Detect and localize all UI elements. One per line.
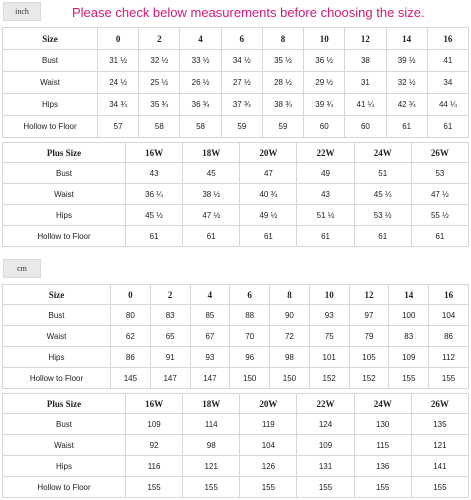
row-label: Hollow to Floor [3,477,126,498]
cell: 51 [354,163,411,184]
table-header-row [3,28,469,50]
table-row [3,414,469,435]
size-cell: 2 [150,285,190,305]
cell: 61 [411,226,468,247]
cell: 59 [262,116,303,138]
cell: 155 [389,368,429,389]
row-label: Bust [3,163,126,184]
size-cell: 12 [349,285,389,305]
cell: 45 ¼ [354,184,411,205]
cell: 53 [411,163,468,184]
cell: 34 ½ [221,50,262,72]
cell: 109 [126,414,183,435]
cell: 47 ½ [183,205,240,226]
inch-header [0,0,471,26]
cell: 28 ½ [262,72,303,94]
cell: 34 ¾ [98,94,139,116]
cell: 60 [345,116,386,138]
table-row [3,205,469,226]
cell: 31 ½ [98,50,139,72]
cell: 150 [230,368,270,389]
cell: 119 [240,414,297,435]
cell: 45 [183,163,240,184]
cell: 152 [309,368,349,389]
cell: 121 [183,456,240,477]
cell: 39 ¾ [304,94,345,116]
cell: 86 [429,326,469,347]
cell: 35 ¾ [139,94,180,116]
cell: 49 [297,163,354,184]
cell: 155 [183,477,240,498]
row-label: Waist [3,435,126,456]
row-label: Hips [3,456,126,477]
cell: 155 [429,368,469,389]
header-plus-size-label: Plus Size [3,394,126,414]
cell: 147 [190,368,230,389]
row-label: Waist [3,184,126,205]
cell: 35 ½ [262,50,303,72]
header-size-label: Size [3,285,111,305]
cell: 135 [411,414,468,435]
cell: 114 [183,414,240,435]
cell: 83 [150,305,190,326]
cell: 26 ½ [180,72,221,94]
cell: 112 [429,347,469,368]
cell: 104 [240,435,297,456]
cell: 75 [309,326,349,347]
cell: 155 [297,477,354,498]
cell: 61 [126,226,183,247]
cell: 38 [345,50,386,72]
row-label: Waist [3,72,98,94]
size-cell: 26W [411,394,468,414]
unit-tab-inch: inch [3,2,41,21]
cm-header [0,251,471,281]
cell: 58 [139,116,180,138]
size-cell: 20W [240,394,297,414]
table-row [3,184,469,205]
cell: 53 ½ [354,205,411,226]
row-label: Bust [3,50,98,72]
table-row [3,326,469,347]
cell: 96 [230,347,270,368]
cell: 85 [190,305,230,326]
cell: 51 ½ [297,205,354,226]
table-header-row [3,143,469,163]
table-row [3,94,469,116]
cell: 39 ½ [386,50,427,72]
cell: 43 [297,184,354,205]
table-header-row [3,285,469,305]
row-label: Hollow to Floor [3,368,111,389]
size-cell: 14 [386,28,427,50]
inch-plus-table [2,142,469,247]
cell: 145 [111,368,151,389]
size-cell: 6 [221,28,262,50]
size-cell: 12 [345,28,386,50]
size-cell: 2 [139,28,180,50]
cell: 155 [126,477,183,498]
cell: 98 [270,347,310,368]
inch-regular-table [2,27,469,138]
size-cell: 0 [111,285,151,305]
size-cell: 22W [297,143,354,163]
cell: 41 [427,50,468,72]
size-cell: 6 [230,285,270,305]
size-cell: 18W [183,143,240,163]
size-cell: 10 [309,285,349,305]
cell: 80 [111,305,151,326]
cm-section [2,284,469,498]
cell: 61 [183,226,240,247]
cell: 104 [429,305,469,326]
size-cell: 16 [427,28,468,50]
row-label: Hollow to Floor [3,226,126,247]
cell: 29 ½ [304,72,345,94]
cell: 33 ½ [180,50,221,72]
size-cell: 8 [262,28,303,50]
cell: 131 [297,456,354,477]
cell: 124 [297,414,354,435]
row-label: Hips [3,347,111,368]
cell: 58 [180,116,221,138]
cell: 47 [240,163,297,184]
header-plus-size-label: Plus Size [3,143,126,163]
cell: 130 [354,414,411,435]
cell: 62 [111,326,151,347]
cell: 100 [389,305,429,326]
size-cell: 24W [354,394,411,414]
row-label: Bust [3,414,126,435]
table-row [3,347,469,368]
size-cell: 16W [126,394,183,414]
cell: 136 [354,456,411,477]
cell: 61 [386,116,427,138]
row-label: Hollow to Floor [3,116,98,138]
cell: 141 [411,456,468,477]
row-label: Bust [3,305,111,326]
cell: 45 ½ [126,205,183,226]
table-row [3,116,469,138]
row-label: Waist [3,326,111,347]
size-cell: 10 [304,28,345,50]
cell: 60 [304,116,345,138]
cell: 47 ½ [411,184,468,205]
row-label: Hips [3,205,126,226]
cell: 86 [111,347,151,368]
table-row [3,226,469,247]
cell: 65 [150,326,190,347]
cell: 152 [349,368,389,389]
cell: 93 [309,305,349,326]
cell: 37 ¾ [221,94,262,116]
header-size-label: Size [3,28,98,50]
cell: 38 ½ [183,184,240,205]
size-cell: 20W [240,143,297,163]
unit-tab-cm: cm [3,259,41,278]
cell: 97 [349,305,389,326]
cell: 126 [240,456,297,477]
size-cell: 26W [411,143,468,163]
cell: 44 ¼ [427,94,468,116]
table-row [3,50,469,72]
table-row [3,435,469,456]
table-row [3,368,469,389]
size-cell: 8 [270,285,310,305]
cell: 92 [126,435,183,456]
cell: 72 [270,326,310,347]
cell: 109 [297,435,354,456]
size-cell: 22W [297,394,354,414]
table-row [3,163,469,184]
cell: 40 ¾ [240,184,297,205]
cell: 98 [183,435,240,456]
table-row [3,456,469,477]
size-cell: 4 [180,28,221,50]
cm-regular-table [2,284,469,389]
cell: 59 [221,116,262,138]
cell: 43 [126,163,183,184]
cell: 79 [349,326,389,347]
cell: 27 ½ [221,72,262,94]
cell: 91 [150,347,190,368]
size-cell: 18W [183,394,240,414]
size-cell: 4 [190,285,230,305]
row-label: Hips [3,94,98,116]
cm-plus-table [2,393,469,498]
cell: 32 ½ [139,50,180,72]
table-row [3,477,469,498]
table-row [3,72,469,94]
cell: 57 [98,116,139,138]
cell: 36 ¼ [126,184,183,205]
page-headline: Please check below measurements before choosing the size. [72,5,425,20]
cell: 41 ¼ [345,94,386,116]
cell: 55 ½ [411,205,468,226]
cell: 34 [427,72,468,94]
cell: 116 [126,456,183,477]
size-cell: 14 [389,285,429,305]
table-row [3,305,469,326]
cell: 121 [411,435,468,456]
size-cell: 24W [354,143,411,163]
cell: 155 [411,477,468,498]
cell: 90 [270,305,310,326]
table-header-row [3,394,469,414]
cell: 67 [190,326,230,347]
cell: 155 [240,477,297,498]
size-cell: 16 [429,285,469,305]
cell: 109 [389,347,429,368]
cell: 61 [427,116,468,138]
cell: 70 [230,326,270,347]
cell: 147 [150,368,190,389]
size-cell: 16W [126,143,183,163]
cell: 36 ½ [304,50,345,72]
cell: 61 [297,226,354,247]
cell: 61 [354,226,411,247]
size-cell: 0 [98,28,139,50]
cell: 31 [345,72,386,94]
cell: 93 [190,347,230,368]
cell: 36 ¾ [180,94,221,116]
inch-section [2,27,469,247]
cell: 25 ½ [139,72,180,94]
cell: 150 [270,368,310,389]
cell: 32 ½ [386,72,427,94]
cell: 24 ½ [98,72,139,94]
cell: 101 [309,347,349,368]
cell: 105 [349,347,389,368]
cell: 49 ½ [240,205,297,226]
cell: 42 ¾ [386,94,427,116]
cell: 88 [230,305,270,326]
cell: 38 ¾ [262,94,303,116]
cell: 83 [389,326,429,347]
cell: 115 [354,435,411,456]
cell: 155 [354,477,411,498]
cell: 61 [240,226,297,247]
